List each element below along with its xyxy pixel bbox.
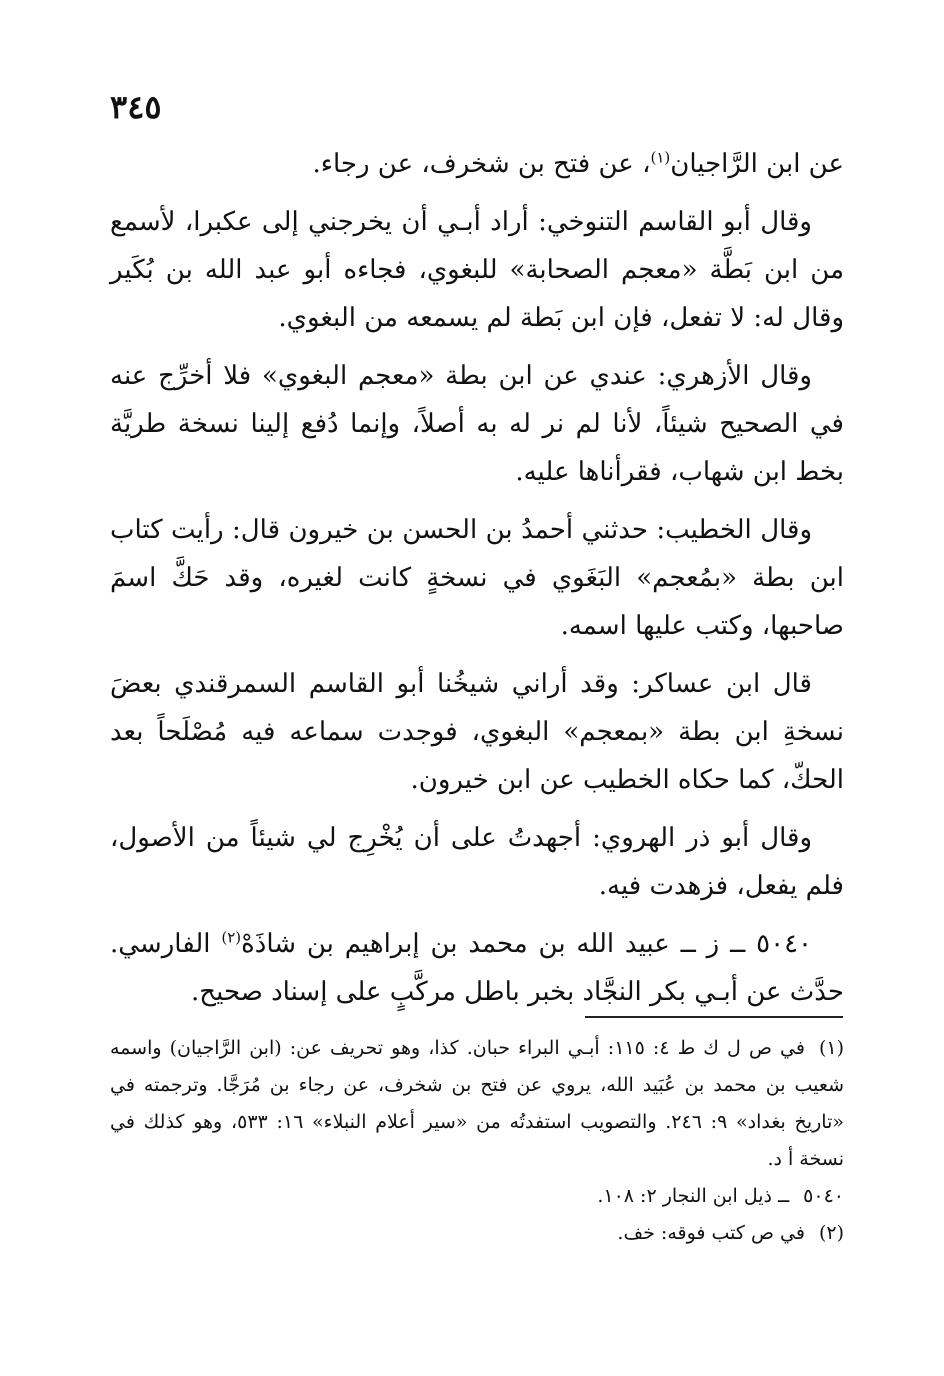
paragraph: وقال أبو ذر الهروي: أجهدتُ على أن يُخْرِج لي شيئاً من الأصول، فلم يفعل، فزهدت فيه. [110,823,844,901]
footnote-divider [585,1016,843,1018]
footnotes [110,1030,844,1252]
paragraph: قال ابن عساكر: وقد أراني شيخُنا أبو القاسم السمرقندي بعضَ نسخةِ ابن بطة «بمعجم» البغوي، فوجدت سماعه فيه مُصْلَحاً بعد الحكّ، كما حكاه الخطيب عن ابن خيرون. [110,669,844,795]
paragraph: عن ابن الرَّاجيان$^{(١)}$، عن فتح بن شخرف، عن رجاء. [312,148,844,179]
entry-paragraph: ٥٠٤٠ ــ ز ــ عبيد الله بن محمد بن إبراهيم بن شاذَهْ$^{(٢)}$ الفارسي. حدَّث عن أبـي بكر النجَّاد بخبر باطل مركَّبٍ على إسناد صحيح. [110,928,844,1007]
footnote: ٥٠٤٠ــ ذيل ابن النجار ٢: ١٠٨. [597,1185,844,1207]
footnote-ref: (١) [650,148,671,167]
footnote-mark: (١) [818,1037,845,1059]
paragraph: وقال الأزهري: عندي عن ابن بطة «معجم البغوي» فلا أخرِّج عنه في الصحيح شيئاً، لأنا لم نر له به أصلاً، وإنما دُفع إلينا نسخة طريَّة بخط ابن شهاب، فقرأناها عليه. [110,361,844,487]
footnote: (٢)في ص كتب فوقه: خف. [617,1222,844,1244]
footnote-ref: (٢) [221,928,242,947]
paragraph: وقال الخطيب: حدثني أحمدُ بن الحسن بن خيرون قال: رأيت كتاب ابن بطة «بمُعجم» البَغَوي في نسخةٍ كانت لغيره، وقد حَكَّ اسمَ صاحبها، وكتب عليها اسمه. [110,515,844,641]
page-number: ٣٤٥ [110,88,162,126]
footnote-mark: (٢) [818,1222,844,1244]
body-text [110,140,844,1026]
footnote-mark: ٥٠٤٠ [803,1185,844,1207]
paragraph: وقال أبو القاسم التنوخي: أراد أبـي أن يخرجني إلى عكبرا، لأسمع من ابن بَطَّة «معجم الصحابة» للبغوي، فجاءه أبو عبد الله بن بُكَير وقال له: لا تفعل، فإن ابن بَطة لم يسمعه من البغوي. [110,207,844,333]
footnote: (١)في ص ل ك ط ٤: ١١٥: أبـي البراء حبان. كذا، وهو تحريف عن: (ابن الرَّاجيان) واسمه شعيب بن محمد بن عُبَيد الله، يروي عن فتح بن شخرف، عن رجاء بن مُرَجَّا. وترجمته في «تاريخ بغداد» ٩: ٢٤٦. والتصويب استفدتُه من «سير أعلام النبلاء» ١٦: ٥٣٣، وهو كذلك في نسخة أ د. [110,1037,845,1170]
